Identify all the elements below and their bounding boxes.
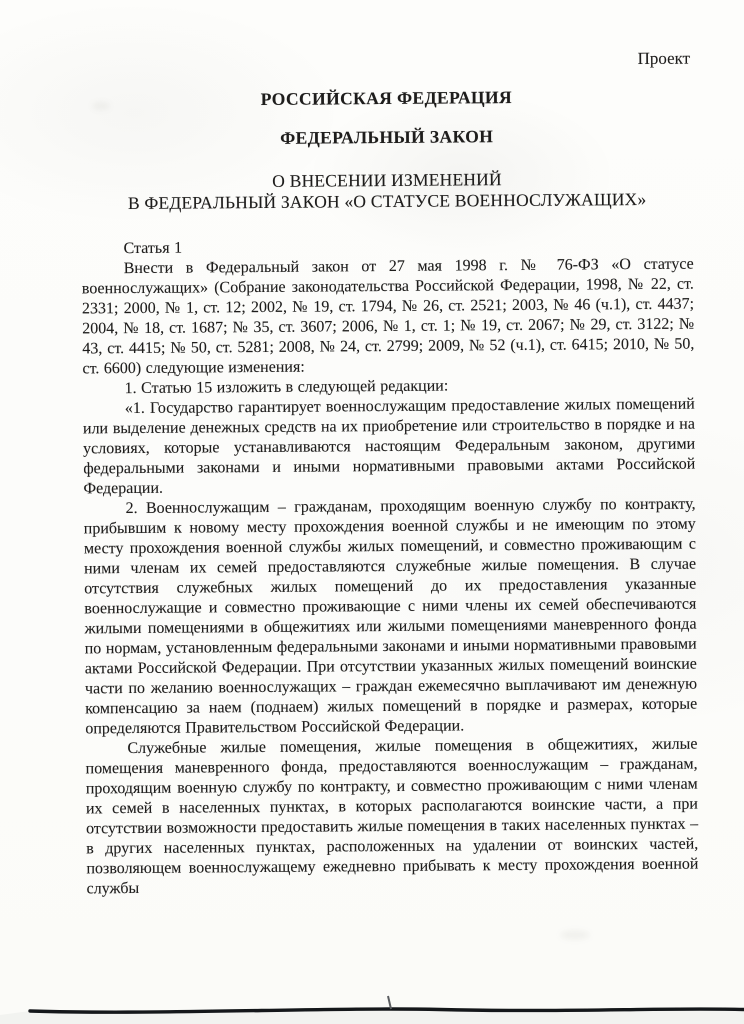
draft-label: Проект bbox=[637, 48, 691, 69]
scan-tick-artifact bbox=[388, 996, 391, 1009]
scan-edge-artifact bbox=[0, 984, 744, 1024]
law-title bbox=[81, 168, 693, 215]
paragraph-clause-2: 2. Военнослужащим – гражданам, проходящим военную службу по контракту, прибывшим к новому месту прохождения военной службы и не имеющим по этому месту прохождения военной службы жилых помещений, и совместно проживающим с ними членам их семей предоставляются служебные жилые помещения. В случае отсутствия служебных жилых помещений до их предоставления указанные военнослужащие и совместно проживающие с ними члены их семей обеспечиваются жилыми помещениями в общежитиях или жилыми помещениями маневренного фонда по нормам, установленным федеральными законами и иными нормативными правовыми актами Российской Федерации. При отсутствии указанных жилых помещений воинские части по желанию военнослужащих – граждан ежемесячно выплачивают им денежную компенсацию за наем (поднаем) жилых помещений в порядке и размерах, которые определяются Правительством Российской Федерации. bbox=[83, 495, 698, 738]
article-heading: Статья 1 bbox=[123, 239, 183, 258]
paragraph-amendment-intro: Внести в Федеральный закон от 27 мая 1998 г. № 76-ФЗ «О статусе военнослужащих» (Собрание законодательства Российской Федерации, 1998, № 22, ст. 2331; 2000, № 1, ст. 12; 2002, № 19, ст. 1794, № 26, ст. 2521; 2003, № 46 (ч.1), ст. 4437; 2004, № 18, ст. 1687; № 35, ст. 3607; 2006, № 1, ст. 1; № 19, ст. 2067; № 29, ст. 3122; № 43, ст. 4415; № 50, ст. 5281; 2008, № 24, ст. 2799; 2009, № 52 (ч.1), ст. 6415; 2010, № 50, ст. 6600) следующие изменения: bbox=[81, 255, 695, 378]
paragraph-clause-2-continued: Служебные жилые помещения, жилые помещения в общежитиях, жилые помещения маневренного фонда, предоставляются военнослужащим – гражданам, проходящим военную службу по контракту, и совместно проживающим с ними членам их семей в населенных пунктах, в которых располагаются воинские части, а при отсутствии возможности предоставить жилые помещения в таких населенных пунктах – в других населенных пунктах, расположенных на удалении от воинских частей, позволяющем военнослужащему ежедневно прибывать к месту прохождения военной службы bbox=[85, 735, 699, 898]
paragraph-item-1: 1. Статью 15 изложить в следующей редакции: bbox=[124, 377, 449, 398]
document-text-block bbox=[80, 48, 699, 900]
law-title-line1: О ВНЕСЕНИИ ИЗМЕНЕНИЙ bbox=[272, 169, 502, 191]
scan-edge-line-graphic bbox=[0, 984, 744, 1024]
scan-smudge bbox=[560, 930, 590, 940]
paragraph-clause-1: «1. Государство гарантирует военнослужащим предоставление жилых помещений или выделение денежных средств на их приобретение или строительство в порядке и на условиях, которые устанавливаются настоящим Федеральным законом, другими федеральными законами и иными нормативными правовыми актами Российской Федерации. bbox=[82, 395, 696, 498]
law-type-heading: ФЕДЕРАЛЬНЫЙ ЗАКОН bbox=[280, 126, 494, 148]
document-body bbox=[81, 235, 698, 900]
country-heading: РОССИЙСКАЯ ФЕДЕРАЦИЯ bbox=[260, 87, 513, 109]
law-title-line2: В ФЕДЕРАЛЬНЫЙ ЗАКОН «О СТАТУСЕ ВОЕННОСЛУЖАЩИХ» bbox=[127, 188, 647, 214]
